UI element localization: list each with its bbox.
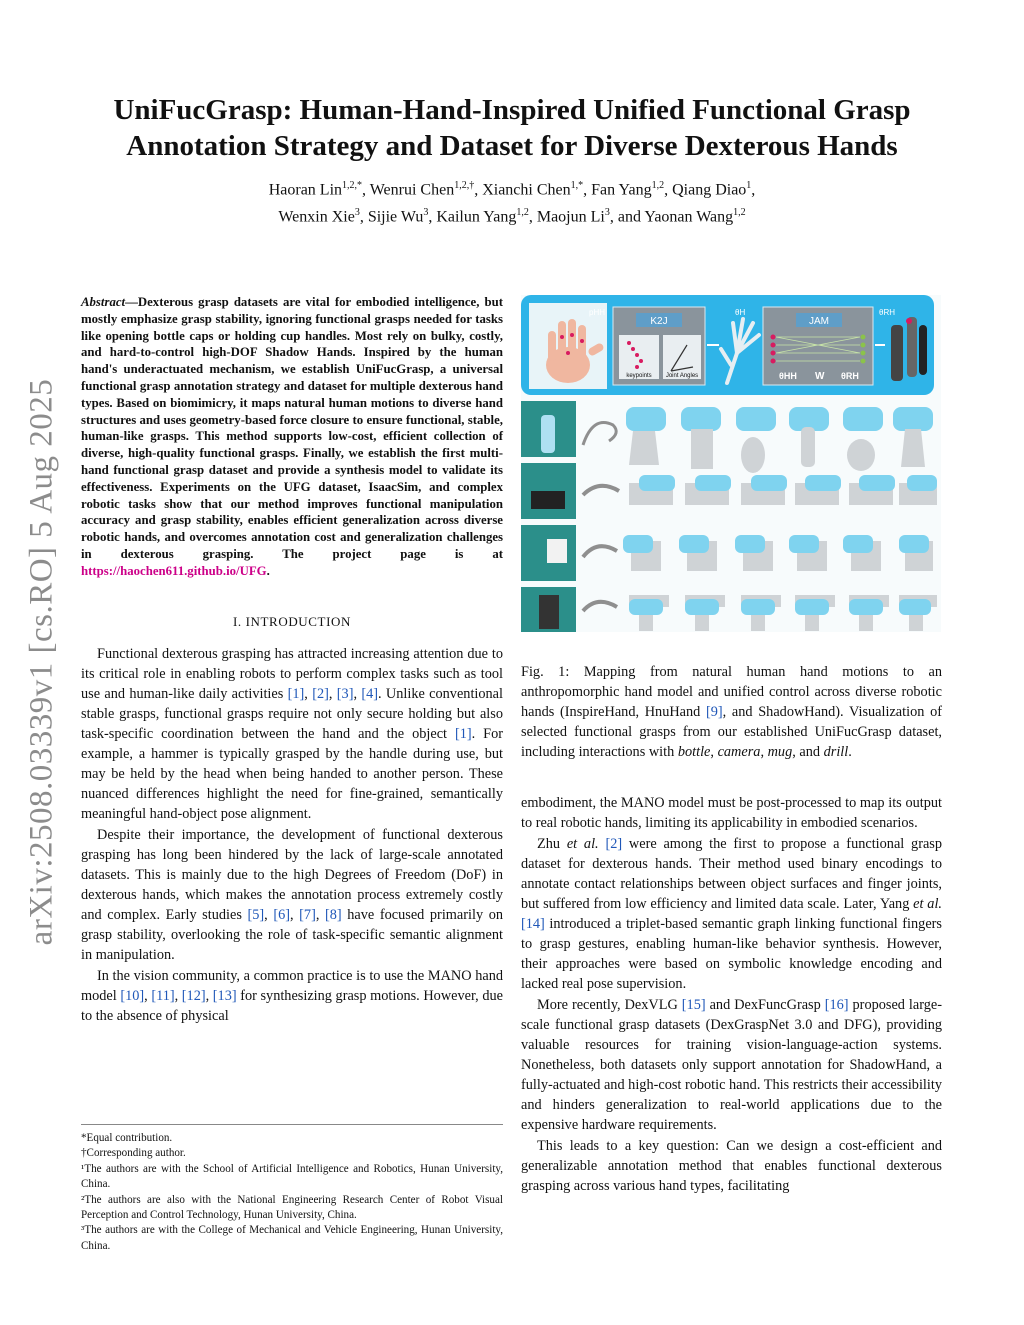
- w-label: W: [815, 371, 825, 382]
- abstract-end: .: [266, 563, 270, 578]
- author-separator: ,: [583, 181, 592, 199]
- author-affiliation: 1,2,†: [454, 180, 475, 191]
- theta-hh-label: θHH: [779, 371, 797, 381]
- author-separator: ,: [751, 181, 756, 199]
- author-separator: ,: [664, 181, 673, 199]
- figure-1-caption: [521, 662, 942, 762]
- k2j-label: K2J: [650, 316, 668, 327]
- citation-link[interactable]: [3]: [336, 685, 354, 702]
- author-list: [90, 174, 934, 229]
- italic-text: bottle: [677, 744, 711, 760]
- text-run: ,: [144, 987, 152, 1004]
- text-run: embodiment, the MANO model must be post-processed to map its output to real robotic hands, limiting its applicability in embodied scenarios.: [521, 795, 942, 831]
- citation-link[interactable]: [11]: [151, 987, 175, 1004]
- text-run: Despite their importance, the development of functional dexterous grasping has long been hindered by the lack of large-scale annotated datasets. This is mainly due to the high Degrees of Freedom (DoF) in dexterous hands, which makes the annotation process extremely costly and complex. Early studies: [81, 826, 503, 923]
- author-separator: ,: [528, 208, 537, 226]
- text-run: Functional dexterous grasping has attracted increasing attention due to its critical role in enabling robots to perform complex tasks such as tool use and human-like daily activities: [81, 645, 503, 702]
- text-run: .: [848, 744, 852, 760]
- citation-link[interactable]: [8]: [325, 906, 342, 923]
- jam-label: JAM: [809, 316, 829, 327]
- citation-link[interactable]: [1]: [287, 685, 305, 702]
- text-run: Fig. 1: Mapping from natural human hand motions to an anthropomorphic hand model and unified control across diverse robotic hands (InspireHand, HnuHand: [521, 664, 942, 720]
- italic-text: mug: [767, 744, 793, 760]
- text-run: ,: [710, 744, 718, 760]
- abstract-dash: —: [125, 295, 138, 309]
- text-run: Zhu: [537, 836, 567, 852]
- text-run: . For example, a hammer is typically grasped by the handle during use, but may be held by the head when being handed to another person. These nuanced differences highlight the need for fine-grained, semantically meaningful hand-object pose alignment.: [81, 725, 503, 822]
- figure-1: [521, 295, 941, 632]
- text-run: were among the first to propose a functional grasp dataset for dexterous hands. Their method used binary encodings to annotate contact relationships between object surfaces and finger joints, but suffered from low efficiency and limited data scale. Later, Yang: [521, 836, 943, 912]
- abstract: [81, 294, 503, 580]
- abstract-body: Dexterous grasp datasets are vital for embodied intelligence, but mostly emphasize grasp stability, ignoring functional grasps needed for tasks like opening bottle caps or holding cup handles. Most rely on bulky, costly, and hard-to-control high-DOF Shadow Hands. Inspired by the human hand's underactuated mechanism, we establish UniFucGrasp, a universal functional grasp annotation strategy and dataset for multiple dexterous hand types. Based on biomimicry, it maps natural human motions to diverse hand structures and uses geometry-based force closure to ensure functional, stable, human-like grasps. This method supports low-cost, efficient collection of diverse, high-quality functional grasps. Finally, we establish the first multi-hand functional grasp dataset and provide a synthesis model to validate its effectiveness. Experiments on the UFG dataset, IsaacSim, and complex robotic tasks show that our method improves functional manipulation accuracy and grasp stability, enables efficient generalization across diverse robotic hands, and overcomes annotation cost and generalization challenges in dexterous grasping. The project page is at: [81, 295, 503, 561]
- text-run: More recently, DexVLG: [537, 997, 682, 1013]
- body-paragraph: [521, 793, 942, 833]
- italic-text: et al.: [566, 836, 599, 852]
- citation-link[interactable]: [12]: [181, 987, 206, 1004]
- text-run: In the vision community, a common practice is to use the MANO hand model: [81, 967, 503, 1004]
- row-bottle-grasps: [583, 407, 933, 473]
- title-line-2: Annotation Strategy and Dataset for Diverse Dexterous Hands: [126, 130, 898, 162]
- text-run: This leads to a key question: Can we design a cost-efficient and generalizable annotation method that enables functional dexterous grasping across various hand types, facilitating: [521, 1138, 942, 1194]
- text-run: , and: [792, 744, 824, 760]
- footnotes: [81, 1124, 503, 1254]
- intro-paragraph: [81, 644, 503, 824]
- citation-link[interactable]: [13]: [212, 987, 237, 1004]
- footnote: ²The authors are also with the National Engineering Research Center of Robot Visual Perception and Control Technology, Hunan University, China.: [81, 1193, 503, 1222]
- author-name: Fan Yang: [591, 181, 652, 199]
- text-run: ,: [315, 906, 326, 923]
- author-name: Qiang Diao: [672, 181, 747, 199]
- author-name: Kailun Yang: [436, 208, 517, 226]
- text-run: for synthesizing grasp motions. However, due to the absence of physical: [81, 987, 503, 1024]
- author-affiliation: 1,2,*: [342, 180, 363, 191]
- author-separator: ,: [359, 208, 368, 226]
- author-line-1: [90, 174, 934, 201]
- text-run: , and ShadowHand). Visualization of selected functional grasps from our established UniFucGrasp dataset, including interactions with: [521, 704, 942, 760]
- body-paragraph: [521, 995, 942, 1135]
- author-separator: ,: [362, 181, 370, 199]
- author-name: Yaonan Wang: [644, 208, 734, 226]
- text-run: and DexFuncGrasp: [705, 997, 825, 1013]
- author-separator: ,: [428, 208, 437, 226]
- italic-text: drill: [823, 744, 849, 760]
- footnote: ³The authors are with the College of Mechanical and Vehicle Engineering, Hunan University, China.: [81, 1224, 503, 1252]
- project-page-link[interactable]: https://haochen611.github.io/UFG: [81, 563, 267, 578]
- text-run: . Unlike conventional stable grasps, functional grasps require not only secure holding but also task-specific coordination between the hand and the object: [81, 685, 504, 742]
- right-column: [521, 793, 942, 1196]
- author-affiliation: 1,2: [733, 207, 746, 219]
- arxiv-identifier: arXiv:2508.03339v1 [cs.RO] 5 Aug 2025: [23, 378, 60, 946]
- joint-angles-label: Joint Angles: [665, 373, 699, 379]
- text-run: ,: [290, 906, 300, 923]
- author-separator: , and: [609, 208, 645, 226]
- text-run: ,: [328, 685, 337, 702]
- citation-link[interactable]: [5]: [247, 906, 265, 923]
- author-affiliation: 1,2: [651, 180, 665, 191]
- title-line-1: UniFucGrasp: Human-Hand-Inspired Unified Functional Grasp: [113, 94, 911, 126]
- author-affiliation: 1,2: [516, 207, 529, 219]
- arxiv-stamp: [0, 0, 70, 1325]
- author-line-2: [90, 201, 934, 228]
- citation-link[interactable]: [16]: [824, 997, 849, 1013]
- body-paragraph: [521, 834, 942, 994]
- p-hh-label: pHH: [589, 308, 606, 317]
- citation-link[interactable]: [6]: [273, 906, 290, 923]
- text-run: introduced a triplet-based semantic graph linking functional fingers to grasp gestures, enabling human-like behavior synthesis. However, their approaches were based on symbolic knowledge encoding and lacked real pose supervision.: [521, 916, 942, 992]
- text-run: ,: [353, 685, 362, 702]
- author-affiliation: 1,*: [570, 180, 584, 191]
- author-name: Haoran Lin: [268, 181, 343, 199]
- text-run: ,: [760, 744, 768, 760]
- row-camera-grasps: [583, 475, 937, 505]
- footnote: *Equal contribution.: [81, 1132, 173, 1144]
- text-run: ,: [174, 987, 182, 1004]
- text-run: ,: [264, 906, 274, 923]
- text-run: ,: [205, 987, 213, 1004]
- citation-link[interactable]: [9]: [705, 704, 723, 720]
- author-name: Wenxin Xie: [278, 208, 355, 226]
- author-affiliation: 3: [604, 207, 610, 219]
- italic-text: camera: [717, 744, 761, 760]
- footnote: ¹The authors are with the School of Artificial Intelligence and Robotics, Hunan University, China.: [81, 1162, 503, 1191]
- theta-rh-output-label: θRH: [879, 308, 896, 317]
- citation-link[interactable]: [7]: [299, 906, 316, 923]
- introduction-body: [81, 644, 503, 1026]
- author-separator: ,: [474, 181, 483, 199]
- citation-link[interactable]: [15]: [681, 997, 706, 1013]
- body-paragraph: [521, 1136, 942, 1196]
- author-name: Maojun Li: [536, 208, 605, 226]
- intro-paragraph: [81, 825, 503, 965]
- text-run: proposed large-scale functional grasp datasets (DexGraspNet 3.0 and DFG), providing valuable resources for training vision-language-action systems. Nonetheless, both datasets only support annotation for ShadowHand, a fully-actuated and high-cost robotic hand. This restricts their accessibility and hinders generalization to real-world applications due to the expensive hardware requirements.: [521, 997, 942, 1133]
- citation-link[interactable]: [2]: [605, 836, 623, 852]
- author-affiliation: 3: [354, 207, 360, 219]
- text-run: have focused primarily on grasp stability, overlooking the role of task-specific semantic alignment in manipulation.: [81, 906, 503, 963]
- intro-paragraph: [81, 966, 503, 1026]
- abstract-lead: Abstract: [81, 295, 126, 309]
- author-name: Xianchi Chen: [482, 181, 571, 199]
- paper-title: [90, 92, 934, 164]
- figure-1-graphic: [521, 295, 941, 632]
- text-run: ,: [304, 685, 313, 702]
- citation-link[interactable]: [4]: [361, 685, 379, 702]
- author-affiliation: 1: [746, 180, 752, 191]
- theta-h-label: θH: [735, 308, 746, 317]
- author-affiliation: 3: [423, 207, 429, 219]
- left-column: [81, 294, 503, 1026]
- italic-text: et al.: [913, 896, 942, 912]
- grasp-grid: [521, 401, 937, 632]
- author-name: Wenrui Chen: [369, 181, 455, 199]
- row-mug-grasps: [583, 535, 933, 571]
- citation-link[interactable]: [2]: [312, 685, 329, 702]
- theta-rh-label: θRH: [841, 371, 859, 381]
- section-heading-introduction: I. INTRODUCTION: [232, 613, 352, 629]
- author-name: Sijie Wu: [367, 208, 424, 226]
- citation-link[interactable]: [10]: [120, 987, 145, 1004]
- citation-link[interactable]: [1]: [454, 725, 472, 742]
- citation-link[interactable]: [14]: [521, 916, 545, 932]
- row-drill-grasps: [583, 595, 937, 631]
- keypoints-label: keypoints: [626, 373, 652, 379]
- robot-hands-icon: [891, 317, 927, 381]
- footnote: †Corresponding author.: [81, 1147, 186, 1160]
